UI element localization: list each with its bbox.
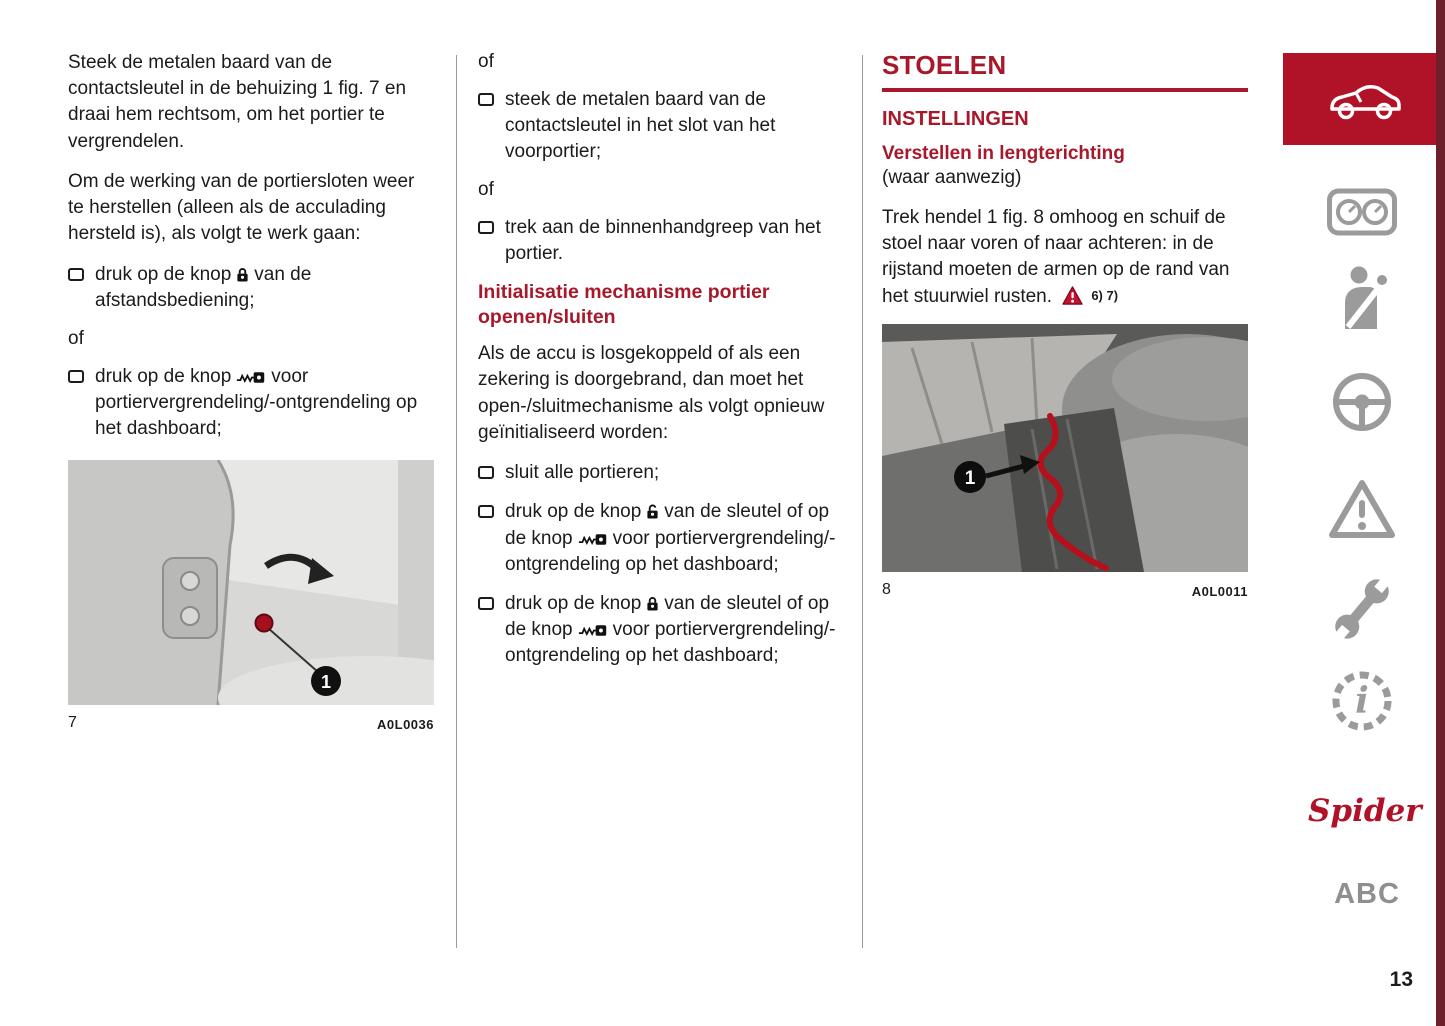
column-left [68, 50, 434, 732]
svg-text:i: i [1355, 680, 1369, 722]
figure-caption [882, 581, 1248, 599]
list-item-text: druk op de knop voor portiervergrendeling/-ontgrendeling op het dashboard; [95, 365, 418, 440]
list-item-text: druk op de knop van de sleutel of op de knop voor portiervergrendeling/-ontgrendeling op het dashboard; [505, 592, 836, 667]
sidebar-tab-info-gear[interactable] [1322, 668, 1402, 734]
spider-brand-logo: Spider [1308, 793, 1422, 829]
list-item [478, 499, 850, 578]
of-text: of [478, 51, 494, 72]
figure-number: 7 [68, 714, 77, 732]
column-right [882, 50, 1248, 599]
column-middle [478, 50, 850, 683]
lock-closed-icon [236, 266, 249, 283]
sidebar-tab-seatbelt-airbag[interactable] [1322, 265, 1402, 329]
bullet-square-icon [478, 597, 494, 610]
figure-number: 8 [882, 580, 891, 598]
key-lock-button-icon [236, 370, 266, 385]
figure-code: A0L0011 [1191, 583, 1248, 599]
figure-7 [68, 460, 434, 732]
list-item-text: druk op de knop van de sleutel of op de knop voor portiervergrendeling/-ontgrendeling op het dashboard; [505, 501, 836, 575]
bullet-square-icon [478, 466, 494, 479]
list-item-text: trek aan de binnenhandgreep van het portier. [505, 217, 821, 265]
bullet-square-icon [68, 268, 84, 281]
wrench-icon [1329, 575, 1395, 643]
bullet-square-icon [68, 370, 84, 383]
convertible-car-icon [1324, 76, 1404, 122]
column-divider [862, 55, 863, 948]
reference-numbers: 6) 7) [1091, 287, 1119, 303]
topic-note: (waar aanwezig) [882, 167, 1022, 188]
subsection-title: INSTELLINGEN [882, 108, 1029, 130]
paragraph: Trek hendel 1 fig. 8 omhoog en schuif de stoel naar voren of naar achteren: in de rijstand moeten de armen op de rand van het stuurwiel rusten. 6) 7) [882, 207, 1230, 307]
lock-open-icon [646, 503, 659, 520]
paragraph: Steek de metalen baard van de contactsleutel in de behuizing 1 fig. 7 en draai hem rechtsom, om het portier te vergrendelen. [68, 52, 407, 152]
bullet-square-icon [478, 93, 494, 106]
list-item-text: sluit alle portieren; [505, 462, 660, 484]
paragraph: Om de werking van de portiersloten weer te herstellen (alleen als de acculading hersteld is), als volgt te werk gaan: [68, 170, 415, 245]
sidebar-tab-warning-triangle[interactable] [1322, 478, 1402, 540]
page-title: STOELEN [882, 50, 1007, 80]
sidebar-tab-steering-wheel[interactable] [1322, 372, 1402, 432]
sidebar-tab-abc[interactable]: ABC [1334, 878, 1400, 910]
warning-triangle-icon [1328, 478, 1396, 540]
sidebar-tab-active[interactable] [1283, 53, 1445, 145]
list-item [68, 262, 434, 314]
figure-8 [882, 324, 1248, 599]
list-item [478, 87, 850, 166]
list-item-text: steek de metalen baard van de contactsleutel in het slot van het voorportier; [505, 88, 776, 163]
figure-caption [68, 714, 434, 732]
list-item [478, 215, 850, 267]
figure-badge: 1 [964, 467, 976, 489]
title-rule [882, 88, 1248, 92]
figure-7-image [68, 460, 434, 705]
bullet-square-icon [478, 221, 494, 234]
key-lock-button-icon [578, 532, 608, 547]
list-item [478, 460, 850, 486]
list-item-text: druk op de knop van de afstandsbediening; [95, 263, 312, 311]
info-gear-icon [1329, 668, 1395, 734]
list-item [478, 591, 850, 670]
lock-closed-icon [646, 595, 659, 612]
figure-badge: 1 [320, 672, 332, 693]
steering-wheel-icon [1332, 372, 1392, 432]
sidebar-tab-wrench[interactable] [1322, 575, 1402, 643]
warning-triangle-icon [1062, 286, 1083, 305]
figure-8-image [882, 324, 1248, 572]
of-text: of [478, 179, 494, 201]
seatbelt-airbag-icon [1335, 265, 1389, 329]
key-lock-button-icon [578, 623, 608, 638]
paragraph: Als de accu is losgekoppeld of als een zekering is doorgebrand, dan moet het open-/sluitmechanisme als volgt opnieuw geïnitialiseerd worden: [478, 343, 825, 443]
page-number: 13 [1389, 968, 1413, 991]
sidebar-tab-instrument-cluster[interactable] [1322, 188, 1402, 236]
section-heading: Initialisatie mechanisme portier openen/sluiten [478, 281, 770, 328]
topic-heading: Verstellen in lengterichting [882, 143, 1125, 164]
edge-color-strip [1436, 0, 1445, 1026]
bullet-square-icon [478, 505, 494, 518]
list-item [68, 364, 434, 443]
instrument-cluster-icon [1327, 188, 1397, 236]
of-text: of [68, 327, 84, 349]
figure-code: A0L0036 [377, 717, 434, 733]
column-divider [456, 55, 457, 948]
